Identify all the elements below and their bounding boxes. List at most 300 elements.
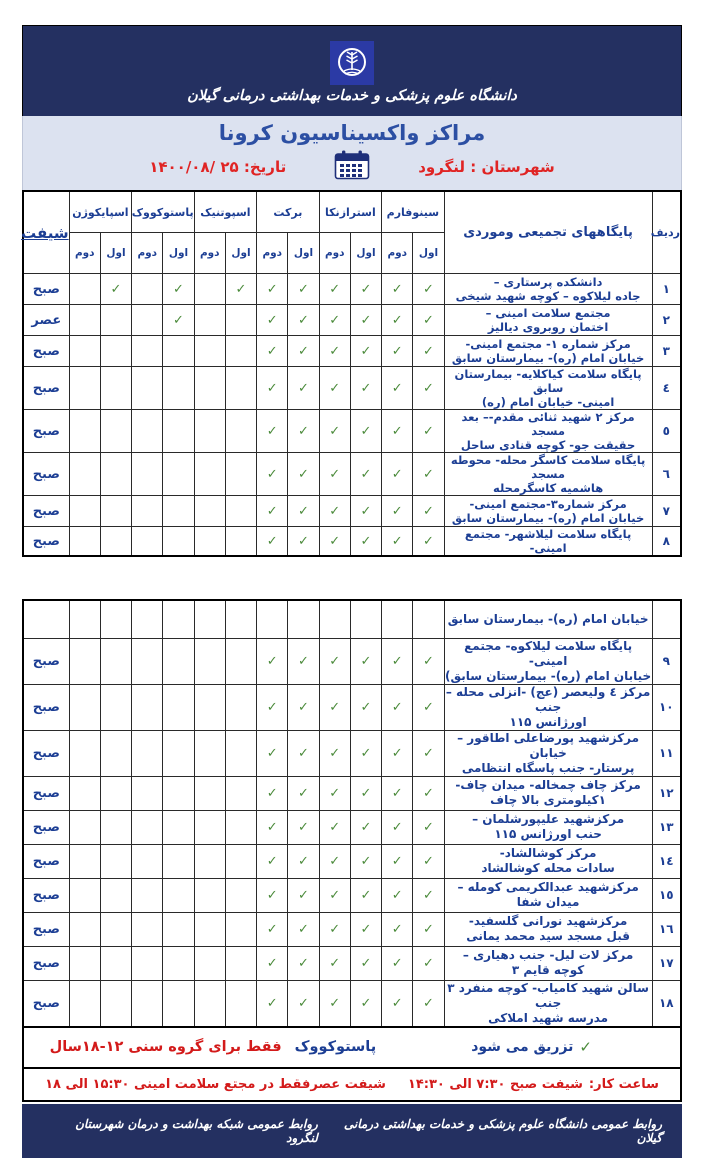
- table-row: [23, 810, 681, 844]
- check-cell: ✓: [288, 527, 319, 557]
- check-cell: ✓: [288, 638, 319, 684]
- check-cell: ✓: [382, 946, 413, 980]
- table-row: [23, 527, 681, 557]
- check-cell: ✓: [382, 638, 413, 684]
- check-cell: ✓: [257, 912, 288, 946]
- check-cell: [100, 638, 131, 684]
- check-cell: [100, 980, 131, 1027]
- check-cell: ✓: [413, 946, 444, 980]
- check-cell: [194, 638, 225, 684]
- check-cell: [69, 453, 100, 496]
- dose-second-header: دوم: [194, 233, 225, 274]
- sites-header: پایگاههای تجمیعی وموردی: [444, 191, 652, 274]
- check-cell: [69, 638, 100, 684]
- site-name-cell: پایگاه سلامت کاسگر محله- محوطه مسجد هاشمیه کاسگرمحله: [444, 453, 652, 496]
- check-cell: [382, 600, 413, 638]
- check-cell: [163, 980, 194, 1027]
- check-cell: [69, 496, 100, 527]
- shift-cell: صبح: [23, 946, 69, 980]
- shift-cell: صبح: [23, 453, 69, 496]
- shift-cell: صبح: [23, 684, 69, 730]
- check-cell: [69, 600, 100, 638]
- check-cell: ✓: [350, 367, 381, 410]
- check-cell: ✓: [382, 336, 413, 367]
- check-cell: ✓: [288, 684, 319, 730]
- footer-right-text: روابط عمومی دانشگاه علوم پزشکی و خدمات بهداشتی درمانی گیلان: [343, 1116, 662, 1145]
- site-name-cell: خیابان امام (ره)- بیمارستان سابق: [444, 600, 652, 638]
- check-cell: [163, 410, 194, 453]
- check-cell: [100, 410, 131, 453]
- check-cell: [163, 527, 194, 557]
- check-cell: [163, 453, 194, 496]
- check-cell: [194, 410, 225, 453]
- check-cell: ✓: [257, 527, 288, 557]
- check-cell: ✓: [319, 946, 350, 980]
- table-row: [23, 410, 681, 453]
- check-cell: [163, 684, 194, 730]
- check-cell: ✓: [163, 274, 194, 305]
- vaccine-header: برکت: [257, 191, 320, 233]
- check-cell: [225, 776, 256, 810]
- check-cell: [100, 844, 131, 878]
- check-cell: [132, 305, 163, 336]
- check-cell: [225, 336, 256, 367]
- check-cell: ✓: [100, 274, 131, 305]
- check-cell: [194, 453, 225, 496]
- row-number-cell: ۹: [652, 638, 681, 684]
- evening-shift-hours: شیفت عصرفقط در مجتع سلامت امینی ۱۵:۳۰ الی ۱۸: [45, 1076, 386, 1092]
- check-cell: ✓: [257, 684, 288, 730]
- table-row: [23, 638, 681, 684]
- check-cell: [225, 912, 256, 946]
- check-cell: [194, 684, 225, 730]
- table-row: [23, 878, 681, 912]
- check-cell: ✓: [382, 730, 413, 776]
- site-name-cell: مرکز شماره۳-مجتمع امینی- خیابان امام (ره)- بیمارستان سابق: [444, 496, 652, 527]
- check-cell: ✓: [382, 810, 413, 844]
- subtitle-row: [23, 150, 681, 184]
- check-cell: [225, 367, 256, 410]
- check-cell: ✓: [288, 810, 319, 844]
- check-cell: ✓: [350, 305, 381, 336]
- check-cell: [163, 336, 194, 367]
- dose-second-header: دوم: [132, 233, 163, 274]
- check-cell: [100, 600, 131, 638]
- dose-second-header: دوم: [382, 233, 413, 274]
- footer-left-text: روابط عمومی شبکه بهداشت و درمان شهرستان لنگرود: [75, 1116, 318, 1145]
- check-cell: ✓: [319, 496, 350, 527]
- check-cell: ✓: [288, 776, 319, 810]
- row-number-header: ردیف: [652, 191, 681, 274]
- university-name: دانشگاه علوم پزشکی و خدمات بهداشتی درمانی گیلان: [187, 87, 517, 104]
- check-cell: ✓: [350, 410, 381, 453]
- check-cell: ✓: [319, 274, 350, 305]
- check-cell: ✓: [319, 638, 350, 684]
- shift-cell: صبح: [23, 810, 69, 844]
- shift-cell: صبح: [23, 527, 69, 557]
- check-cell: [225, 730, 256, 776]
- check-cell: [100, 878, 131, 912]
- table-row: [23, 336, 681, 367]
- table-row: [23, 684, 681, 730]
- site-name-cell: مرکزشهید عبدالکریمی کومله – میدان شفا: [444, 878, 652, 912]
- check-cell: [288, 600, 319, 638]
- check-cell: ✓: [413, 274, 444, 305]
- row-number-cell: ۲: [652, 305, 681, 336]
- check-cell: ✓: [350, 912, 381, 946]
- row-number-cell: ۱۰: [652, 684, 681, 730]
- check-cell: [100, 912, 131, 946]
- check-cell: [194, 730, 225, 776]
- check-cell: [257, 600, 288, 638]
- pastocovac-note: [50, 1039, 377, 1055]
- vaccine-header: پاستوکووک: [132, 191, 195, 233]
- check-cell: ✓: [319, 730, 350, 776]
- check-cell: [69, 946, 100, 980]
- check-cell: [100, 336, 131, 367]
- check-cell: ✓: [319, 684, 350, 730]
- check-cell: ✓: [413, 305, 444, 336]
- shift-cell: صبح: [23, 878, 69, 912]
- injection-note-row: [22, 1028, 682, 1069]
- check-cell: [194, 810, 225, 844]
- dose-second-header: دوم: [69, 233, 100, 274]
- check-cell: [163, 946, 194, 980]
- check-cell: ✓: [350, 776, 381, 810]
- shift-cell: صبح: [23, 844, 69, 878]
- check-cell: [194, 912, 225, 946]
- check-cell: [194, 305, 225, 336]
- university-logo-icon: [330, 41, 374, 85]
- check-cell: [225, 305, 256, 336]
- row-number-cell: [652, 600, 681, 638]
- check-cell: ✓: [257, 367, 288, 410]
- site-name-cell: مرکز کوشالشاد- سادات محله کوشالشاد: [444, 844, 652, 878]
- shift-cell: صبح: [23, 730, 69, 776]
- check-cell: [132, 878, 163, 912]
- check-cell: ✓: [382, 496, 413, 527]
- table-row: [23, 776, 681, 810]
- check-cell: [194, 600, 225, 638]
- check-cell: [69, 527, 100, 557]
- check-cell: ✓: [382, 912, 413, 946]
- table-row: [23, 946, 681, 980]
- table-row: [23, 600, 681, 638]
- pastocovac-name: پاستوکووک: [294, 1039, 377, 1055]
- check-cell: ✓: [257, 410, 288, 453]
- check-cell: ✓: [350, 527, 381, 557]
- check-cell: [69, 912, 100, 946]
- site-name-cell: سالن شهید کامیاب- کوچه منفرد ۳ جنب مدرسه شهید املاکی: [444, 980, 652, 1027]
- check-cell: ✓: [288, 367, 319, 410]
- table-row: [23, 453, 681, 496]
- check-cell: ✓: [319, 527, 350, 557]
- check-cell: ✓: [382, 980, 413, 1027]
- check-cell: [194, 946, 225, 980]
- check-cell: ✓: [319, 305, 350, 336]
- check-cell: [163, 912, 194, 946]
- vaccine-header: سینوفارم: [382, 191, 445, 233]
- check-icon: ✓: [579, 1038, 592, 1056]
- row-number-cell: ۱٦: [652, 912, 681, 946]
- check-cell: ✓: [288, 844, 319, 878]
- check-cell: [163, 367, 194, 410]
- check-cell: ✓: [413, 453, 444, 496]
- shift-cell: صبح: [23, 912, 69, 946]
- check-cell: [225, 410, 256, 453]
- hours-label: ساعت کار:: [588, 1076, 659, 1092]
- site-name-cell: مرکزشهید پورضاعلی اطاقور –خیابان پرستار- جنب پاسگاه انتظامی: [444, 730, 652, 776]
- check-cell: ✓: [413, 810, 444, 844]
- shift-cell: صبح: [23, 638, 69, 684]
- check-cell: ✓: [288, 453, 319, 496]
- check-cell: [132, 912, 163, 946]
- check-cell: ✓: [319, 810, 350, 844]
- morning-shift-hours: شیفت صبح ۷:۳۰ الی ۱۴:۳۰: [407, 1076, 583, 1092]
- check-cell: ✓: [413, 844, 444, 878]
- check-cell: [194, 776, 225, 810]
- check-cell: [69, 730, 100, 776]
- check-cell: [132, 367, 163, 410]
- check-cell: ✓: [350, 453, 381, 496]
- check-cell: [100, 367, 131, 410]
- check-cell: [69, 980, 100, 1027]
- check-cell: ✓: [257, 638, 288, 684]
- check-cell: [132, 980, 163, 1027]
- check-cell: ✓: [257, 274, 288, 305]
- check-cell: ✓: [382, 410, 413, 453]
- check-cell: [132, 527, 163, 557]
- check-cell: ✓: [257, 730, 288, 776]
- table-row: [23, 844, 681, 878]
- check-cell: [163, 878, 194, 912]
- shift-cell: صبح: [23, 776, 69, 810]
- document: [22, 25, 682, 1158]
- page-title: مراکز واکسیناسیون کرونا: [218, 121, 486, 145]
- site-name-cell: مرکزشهید علیپورشلمان – حنب اورژانس ۱۱۵: [444, 810, 652, 844]
- check-cell: [225, 980, 256, 1027]
- check-cell: [163, 730, 194, 776]
- site-name-cell: مرکز ۲ شهید ثنائی مقدم-– بعد مسجد حقیقت جو- کوچه قنادی ساحل: [444, 410, 652, 453]
- table-row: [23, 730, 681, 776]
- check-cell: [69, 844, 100, 878]
- check-cell: [194, 367, 225, 410]
- row-number-cell: ٤: [652, 367, 681, 410]
- check-cell: [163, 638, 194, 684]
- site-name-cell: پایگاه سلامت لیلاکوه- مجتمع امینی- خیابان امام (ره)- بیمارستان سابق): [444, 638, 652, 683]
- check-cell: [100, 305, 131, 336]
- check-cell: [132, 844, 163, 878]
- check-cell: [194, 844, 225, 878]
- check-cell: [194, 527, 225, 557]
- site-name-cell: مجتمع سلامت امینی – اختمان روبروی دیالیز: [444, 305, 652, 336]
- shift-cell: صبح: [23, 274, 69, 305]
- check-cell: ✓: [319, 912, 350, 946]
- check-cell: [69, 367, 100, 410]
- check-cell: [69, 684, 100, 730]
- check-cell: [163, 496, 194, 527]
- shift-header: شیفت: [23, 191, 69, 274]
- check-cell: [100, 776, 131, 810]
- table-row: [23, 274, 681, 305]
- check-cell: [163, 810, 194, 844]
- site-name-cell: مرکز لات لیل- جنب دهیاری – کوچه قایم ۳: [444, 946, 652, 980]
- check-cell: [132, 684, 163, 730]
- table-row: [23, 912, 681, 946]
- row-number-cell: ۱٥: [652, 878, 681, 912]
- vaccination-table-2: [22, 599, 682, 1028]
- row-number-cell: ٦: [652, 453, 681, 496]
- check-cell: ✓: [319, 980, 350, 1027]
- table-row: [23, 367, 681, 410]
- footer-band: [22, 1104, 682, 1158]
- check-cell: ✓: [319, 776, 350, 810]
- page-gap: [22, 557, 682, 599]
- site-name-cell: دانشکده پرستاری – جاده لیلاکوه – کوچه شهید شیخی: [444, 274, 652, 305]
- check-cell: ✓: [413, 912, 444, 946]
- header-band: [22, 25, 682, 116]
- check-cell: ✓: [288, 912, 319, 946]
- row-number-cell: ۱: [652, 274, 681, 305]
- check-cell: [100, 527, 131, 557]
- shift-cell: صبح: [23, 980, 69, 1027]
- check-cell: [100, 684, 131, 730]
- check-cell: ✓: [413, 410, 444, 453]
- check-cell: ✓: [288, 730, 319, 776]
- row-number-cell: ۷: [652, 496, 681, 527]
- check-cell: ✓: [319, 336, 350, 367]
- shift-cell: عصر: [23, 305, 69, 336]
- shift-cell: صبح: [23, 410, 69, 453]
- check-cell: ✓: [319, 844, 350, 878]
- check-cell: ✓: [225, 274, 256, 305]
- check-cell: ✓: [163, 305, 194, 336]
- check-cell: [413, 600, 444, 638]
- check-cell: [132, 600, 163, 638]
- vaccination-table-1: [22, 190, 682, 557]
- row-number-cell: ٥: [652, 410, 681, 453]
- row-number-cell: ۳: [652, 336, 681, 367]
- check-cell: ✓: [257, 946, 288, 980]
- check-cell: ✓: [319, 410, 350, 453]
- check-cell: [132, 776, 163, 810]
- title-band: [22, 116, 682, 190]
- dose-first-header: اول: [413, 233, 444, 274]
- check-cell: ✓: [319, 367, 350, 410]
- check-cell: ✓: [382, 367, 413, 410]
- check-cell: ✓: [288, 878, 319, 912]
- check-cell: ✓: [382, 274, 413, 305]
- check-cell: ✓: [350, 878, 381, 912]
- row-number-cell: ۱۷: [652, 946, 681, 980]
- row-number-cell: ۸: [652, 527, 681, 557]
- shift-cell: [23, 600, 69, 638]
- vaccine-header: اسپایکوژن: [69, 191, 132, 233]
- check-cell: ✓: [257, 496, 288, 527]
- check-cell: [194, 980, 225, 1027]
- site-name-cell: مرکز چاف چمخاله- میدان چاف- ۱کیلومتری بالا چاف: [444, 776, 652, 810]
- check-cell: [225, 527, 256, 557]
- check-cell: [132, 496, 163, 527]
- check-cell: [132, 453, 163, 496]
- dose-first-header: اول: [225, 233, 256, 274]
- calendar-icon: [334, 150, 370, 184]
- dose-second-header: دوم: [319, 233, 350, 274]
- check-cell: ✓: [413, 730, 444, 776]
- check-cell: [225, 810, 256, 844]
- check-cell: ✓: [257, 305, 288, 336]
- check-cell: ✓: [350, 946, 381, 980]
- check-cell: [100, 810, 131, 844]
- check-cell: [350, 600, 381, 638]
- dose-first-header: اول: [100, 233, 131, 274]
- check-cell: ✓: [257, 878, 288, 912]
- vaccine-header: اسپوتنیک: [194, 191, 257, 233]
- check-cell: ✓: [257, 810, 288, 844]
- check-cell: ✓: [413, 496, 444, 527]
- pastocovac-age-range: فقط برای گروه سنی ۱۲-۱۸سال: [49, 1039, 282, 1055]
- check-cell: [163, 844, 194, 878]
- check-cell: ✓: [350, 336, 381, 367]
- check-cell: [225, 878, 256, 912]
- table-row: [23, 980, 681, 1027]
- table-row: [23, 496, 681, 527]
- shift-cell: صبح: [23, 367, 69, 410]
- check-cell: [132, 274, 163, 305]
- check-cell: [163, 600, 194, 638]
- check-cell: [132, 946, 163, 980]
- county-label: شهرستان : لنگرود: [418, 158, 555, 176]
- shift-cell: صبح: [23, 496, 69, 527]
- check-cell: ✓: [413, 367, 444, 410]
- check-cell: ✓: [350, 810, 381, 844]
- check-cell: ✓: [319, 453, 350, 496]
- check-cell: [225, 946, 256, 980]
- site-name-cell: پایگاه سلامت کیاکلایه- بیمارستان سابق امینی- خیابان امام (ره): [444, 367, 652, 410]
- dose-first-header: اول: [288, 233, 319, 274]
- row-number-cell: ۱٤: [652, 844, 681, 878]
- check-cell: ✓: [413, 684, 444, 730]
- check-cell: ✓: [350, 980, 381, 1027]
- check-cell: ✓: [350, 274, 381, 305]
- check-cell: ✓: [257, 844, 288, 878]
- check-cell: ✓: [382, 776, 413, 810]
- check-cell: [225, 844, 256, 878]
- check-cell: ✓: [257, 453, 288, 496]
- row-number-cell: ۱۲: [652, 776, 681, 810]
- check-cell: [163, 776, 194, 810]
- site-name-cell: مرکز شماره ۱- مجتمع امینی- خیابان امام (ره)- بیمارستان سابق: [444, 336, 652, 367]
- check-cell: [194, 336, 225, 367]
- injected-note-text: تزریق می شود: [471, 1039, 574, 1055]
- check-cell: ✓: [288, 410, 319, 453]
- check-cell: [69, 776, 100, 810]
- check-cell: [100, 496, 131, 527]
- dose-first-header: اول: [163, 233, 194, 274]
- check-cell: [69, 274, 100, 305]
- check-cell: ✓: [382, 844, 413, 878]
- check-cell: [132, 336, 163, 367]
- check-cell: ✓: [288, 274, 319, 305]
- row-number-cell: ۱۱: [652, 730, 681, 776]
- vaccine-header: استرازنکا: [319, 191, 382, 233]
- check-cell: [69, 810, 100, 844]
- dose-second-header: دوم: [257, 233, 288, 274]
- check-cell: [194, 496, 225, 527]
- check-cell: ✓: [257, 776, 288, 810]
- check-cell: ✓: [413, 776, 444, 810]
- check-cell: ✓: [413, 980, 444, 1027]
